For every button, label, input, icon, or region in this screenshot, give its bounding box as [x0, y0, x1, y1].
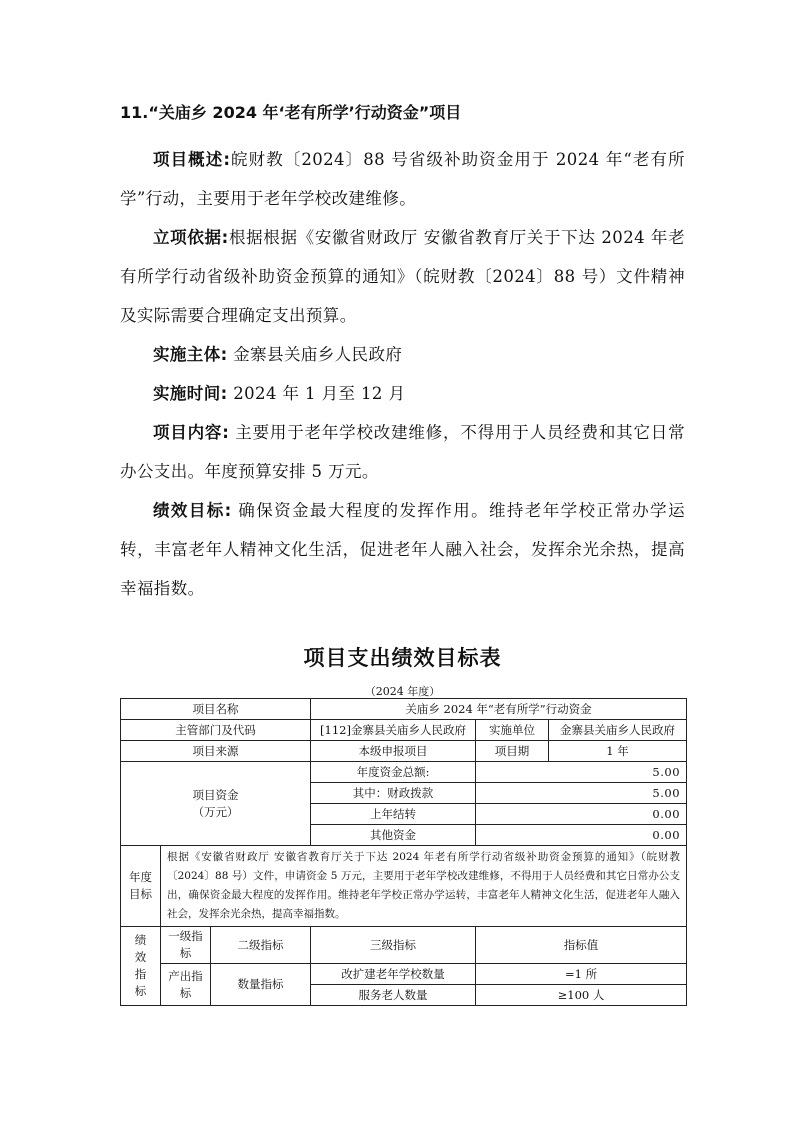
indicators-char: 指 — [134, 967, 147, 981]
dept-label: 主管部门及代码 — [121, 720, 311, 741]
level2-quantity: 数量指标 — [211, 964, 311, 1006]
annual-goal-label-2: 目标 — [129, 887, 152, 901]
content-label: 项目内容: — [153, 423, 230, 442]
funds-item-label: 上年结转 — [311, 804, 476, 825]
table-row — [121, 699, 687, 720]
impl-unit-value: 金寨县关庙乡人民政府 — [549, 720, 687, 741]
annual-goal-label — [121, 846, 161, 927]
funds-item-value: 0.00 — [476, 825, 687, 846]
level1-output: 产出指标 — [161, 964, 211, 1006]
section-heading: 11.“关庙乡 2024 年‘老有所学’行动资金”项目 — [120, 103, 462, 122]
implementer-label: 实施主体: — [153, 345, 228, 364]
funds-item-value: 5.00 — [476, 762, 687, 783]
table-title: 项目支出绩效目标表 — [303, 646, 502, 670]
performance-table — [120, 698, 687, 1006]
source-label: 项目来源 — [121, 741, 311, 762]
indicators-char: 标 — [134, 984, 147, 998]
funds-item-label: 年度资金总额: — [311, 762, 476, 783]
table-row — [121, 741, 687, 762]
implementer-paragraph — [120, 335, 685, 374]
table-row — [121, 720, 687, 741]
funds-label-cell — [121, 762, 311, 846]
project-name-label: 项目名称 — [121, 699, 311, 720]
col-value-header: 指标值 — [476, 927, 687, 964]
annual-goal-text: 根据《安徽省财政厅 安徽省教育厅关于下达 2024 年老有所学行动省级补助资金预算的通知》（皖财教〔2024〕88 号）文件，申请资金 5 万元，主要用于老年学校改建维修，不得用于人员经费和其它日常办公支出，确保资金最大程度的发挥作用。维持老年学校正常办学运转，丰富老年人精神文化生活，促进老年人融入社会，发挥余光余热，提高幸福指数。 — [161, 846, 687, 927]
table-row — [121, 846, 687, 927]
goal-text: 确保资金最大程度的发挥作用。维持老年学校正常办学运转，丰富老年人精神文化生活，促进老年人融入社会，发挥余光余热，提高幸福指数。 — [120, 501, 685, 598]
document-body — [120, 100, 685, 608]
project-name-value: 关庙乡 2024 年“老有所学”行动资金 — [311, 699, 687, 720]
table-row — [121, 762, 687, 783]
table-row — [121, 964, 687, 985]
source-value: 本级申报项目 — [311, 741, 476, 762]
funds-item-value: 5.00 — [476, 783, 687, 804]
funds-unit: （万元） — [192, 804, 239, 819]
overview-label: 项目概述: — [153, 150, 231, 169]
col-level2-header: 二级指标 — [211, 927, 311, 964]
funds-item-label: 其中：财政拨款 — [311, 783, 476, 804]
col-level1-header: 一级指标 — [161, 927, 211, 964]
funds-item-value: 0.00 — [476, 804, 687, 825]
overview-paragraph — [120, 140, 685, 218]
time-paragraph — [120, 374, 685, 413]
time-text: 2024 年 1 月至 12 月 — [227, 384, 406, 403]
col-level3-header: 三级指标 — [311, 927, 476, 964]
time-label: 实施时间: — [153, 384, 228, 403]
annual-goal-label-1: 年度 — [129, 870, 152, 884]
goal-paragraph — [120, 491, 685, 608]
indicator-value: =1 所 — [476, 964, 687, 985]
indicators-label — [121, 927, 161, 1006]
table-row — [121, 927, 687, 964]
funds-item-label: 其他资金 — [311, 825, 476, 846]
period-label: 项目期 — [476, 741, 549, 762]
overview-text: 皖财教〔2024〕88 号省级补助资金用于 2024 年“老有所学”行动，主要用于老年学校改建维修。 — [120, 150, 685, 208]
funds-label: 项目资金 — [192, 787, 239, 802]
indicators-char: 绩 — [134, 933, 147, 947]
goal-label: 绩效目标: — [153, 501, 232, 520]
period-value: 1 年 — [549, 741, 687, 762]
indicator-name: 服务老人数量 — [311, 985, 476, 1006]
basis-text: 根据根据《安徽省财政厅 安徽省教育厅关于下达 2024 年老有所学行动省级补助资金预算的通知》（皖财教〔2024〕88 号）文件精神及实际需要合理确定支出预算。 — [120, 228, 685, 325]
impl-unit-label: 实施单位 — [476, 720, 549, 741]
content-text: 主要用于老年学校改建维修，不得用于人员经费和其它日常办公支出。年度预算安排 5 万元。 — [120, 423, 685, 481]
content-paragraph — [120, 413, 685, 491]
indicator-name: 改扩建老年学校数量 — [311, 964, 476, 985]
basis-paragraph — [120, 218, 685, 335]
basis-label: 立项依据: — [153, 228, 229, 247]
implementer-text: 金寨县关庙乡人民政府 — [227, 345, 403, 364]
dept-value: [112]金寨县关庙乡人民政府 — [311, 720, 476, 741]
indicators-char: 效 — [134, 950, 147, 964]
table-year: （2024 年度） — [364, 685, 441, 698]
indicator-value: ≥100 人 — [476, 985, 687, 1006]
